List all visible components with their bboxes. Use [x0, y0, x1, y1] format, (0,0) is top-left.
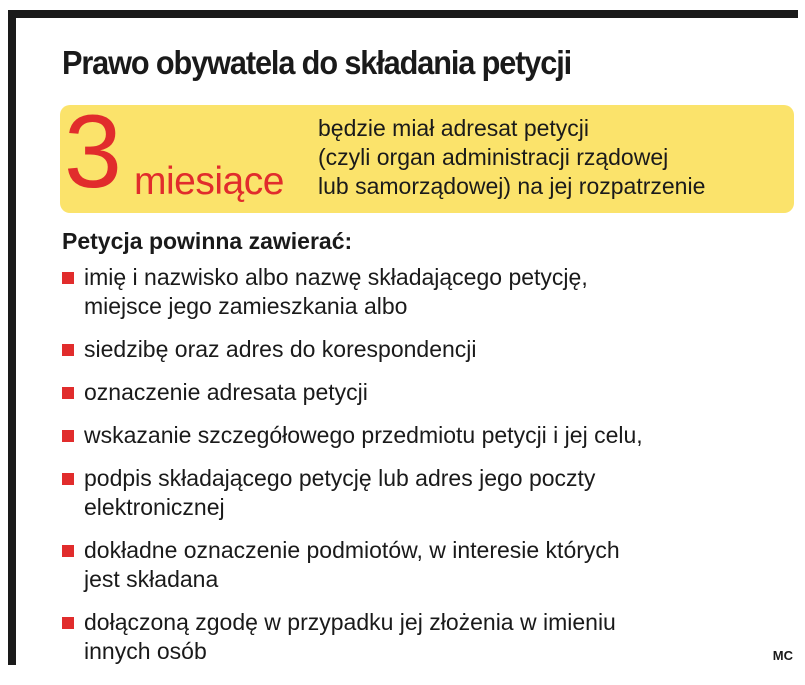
highlight-unit: miesiące [134, 160, 284, 203]
list-item [62, 608, 782, 666]
list-item [62, 421, 782, 450]
highlight-description-line: lub samorządowej) na jej rozpatrzenie [318, 173, 706, 199]
list-item [62, 536, 782, 594]
red-square-bullet-icon [62, 430, 74, 442]
highlight-number: 3 [64, 94, 120, 210]
list-item-text: imię i nazwisko albo nazwę składającego petycję, [84, 264, 588, 290]
highlight-description-line: będzie miał adresat petycji [318, 115, 590, 141]
requirements-list [62, 263, 782, 680]
highlight-description [318, 114, 705, 201]
author-credit: MC [772, 648, 793, 663]
red-square-bullet-icon [62, 473, 74, 485]
list-item-text: dołączoną zgodę w przypadku jej złożenia w imieniu [84, 609, 616, 635]
red-square-bullet-icon [62, 387, 74, 399]
list-item-text: elektronicznej [84, 494, 225, 520]
list-item-text: oznaczenie adresata petycji [84, 379, 368, 405]
list-item-text: jest składana [84, 566, 219, 592]
frame-top-border [8, 10, 798, 18]
list-item-text: dokładne oznaczenie podmiotów, w interesie których [84, 537, 620, 563]
list-item [62, 378, 782, 407]
infographic-title: Prawo obywatela do składania petycji [62, 44, 572, 81]
list-item-text: podpis składającego petycję lub adres jego poczty [84, 465, 596, 491]
list-item [62, 263, 782, 321]
list-item-text: miejsce jego zamieszkania albo [84, 293, 408, 319]
highlight-description-line: (czyli organ administracji rządowej [318, 144, 669, 170]
list-item-text: innych osób [84, 638, 207, 664]
list-item [62, 335, 782, 364]
red-square-bullet-icon [62, 272, 74, 284]
red-square-bullet-icon [62, 344, 74, 356]
list-item-text: siedzibę oraz adres do korespondencji [84, 336, 477, 362]
red-square-bullet-icon [62, 617, 74, 629]
list-item-text: wskazanie szczegółowego przedmiotu petycji i jej celu, [84, 422, 643, 448]
frame-left-border [8, 10, 16, 665]
list-item [62, 464, 782, 522]
red-square-bullet-icon [62, 545, 74, 557]
list-heading: Petycja powinna zawierać: [62, 228, 353, 254]
